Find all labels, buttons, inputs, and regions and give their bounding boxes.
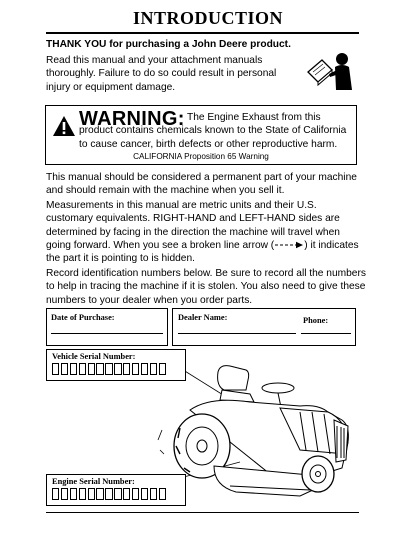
serial-digit-box[interactable] xyxy=(141,488,148,500)
record-numbers-text: Record identification numbers below. Be sure to record all the numbers to help in tracing the machine if it is stolen. You also need to give these numbers to your dealer when you order parts. xyxy=(46,268,366,306)
serial-digit-box[interactable] xyxy=(114,363,121,375)
warning-triangle-icon xyxy=(52,115,76,137)
engine-serial-number-label: Engine Serial Number: xyxy=(52,477,135,486)
serial-digit-box[interactable] xyxy=(114,488,121,500)
serial-digit-box[interactable] xyxy=(150,488,157,500)
date-of-purchase-label: Date of Purchase: xyxy=(51,313,115,322)
warning-body-text: The Engine Exhaust from this product contains chemicals known to the State of California to cause cancer, birth defects or other reproductive harm. xyxy=(79,112,347,150)
dealer-name-line xyxy=(178,333,296,334)
dealer-info-box[interactable] xyxy=(172,308,356,346)
serial-digit-box[interactable] xyxy=(159,363,166,375)
person-reading-manual-icon xyxy=(306,50,356,94)
serial-digit-box[interactable] xyxy=(96,488,103,500)
phone-label: Phone: xyxy=(303,316,329,325)
measurements-text-main: Measurements in this manual are metric units and their U.S. customary equivalents. RIGHT-HAND and LEFT-HAND sides are determined by facing in the direction the machine will travel when going forward. When you see a broken line arrow ( xyxy=(46,200,340,251)
serial-digit-box[interactable] xyxy=(105,488,112,500)
serial-digit-box[interactable] xyxy=(132,488,139,500)
date-line xyxy=(51,333,163,334)
serial-digit-box[interactable] xyxy=(88,363,95,375)
serial-digit-box[interactable] xyxy=(70,363,77,375)
dealer-name-label: Dealer Name: xyxy=(178,313,228,322)
engine-serial-number-box[interactable] xyxy=(46,474,186,506)
warning-box xyxy=(45,105,357,165)
serial-digit-box[interactable] xyxy=(105,363,112,375)
title-divider xyxy=(46,32,359,34)
warning-footnote: CALIFORNIA Proposition 65 Warning xyxy=(133,152,269,161)
serial-digit-box[interactable] xyxy=(159,488,166,500)
serial-digit-box[interactable] xyxy=(141,363,148,375)
serial-digit-box[interactable] xyxy=(132,363,139,375)
read-manual-text: Read this manual and your attachment manuals thoroughly. Failure to do so could result in personal injury or equipment damage. xyxy=(46,55,277,93)
serial-digit-box[interactable] xyxy=(79,488,86,500)
serial-digit-box[interactable] xyxy=(88,488,95,500)
measurements-text-end: ) it indicates the part it is pointing to is hidden. xyxy=(46,239,359,265)
serial-digit-box[interactable] xyxy=(52,363,59,375)
engine-serial-digit-boxes[interactable] xyxy=(52,488,166,501)
phone-line xyxy=(301,333,351,334)
thank-you-text: THANK YOU for purchasing a John Deere product. xyxy=(46,39,291,50)
bottom-divider xyxy=(46,512,359,513)
broken-line-arrow-icon xyxy=(274,241,304,249)
serial-digit-box[interactable] xyxy=(70,488,77,500)
warning-heading: WARNING: xyxy=(79,108,185,130)
measurements-text xyxy=(46,199,366,265)
vehicle-serial-number-box[interactable] xyxy=(46,349,186,381)
serial-digit-box[interactable] xyxy=(123,488,130,500)
serial-digit-box[interactable] xyxy=(61,488,68,500)
page-title: INTRODUCTION xyxy=(132,8,284,28)
date-of-purchase-box[interactable] xyxy=(46,308,168,346)
permanent-part-text: This manual should be considered a permanent part of your machine and should remain with the machine when you sell it. xyxy=(46,172,357,197)
serial-digit-box[interactable] xyxy=(79,363,86,375)
vehicle-serial-digit-boxes[interactable] xyxy=(52,363,166,376)
serial-digit-box[interactable] xyxy=(61,363,68,375)
vehicle-serial-number-label: Vehicle Serial Number: xyxy=(52,352,136,361)
serial-digit-box[interactable] xyxy=(96,363,103,375)
serial-digit-box[interactable] xyxy=(123,363,130,375)
serial-digit-box[interactable] xyxy=(150,363,157,375)
serial-digit-box[interactable] xyxy=(52,488,59,500)
